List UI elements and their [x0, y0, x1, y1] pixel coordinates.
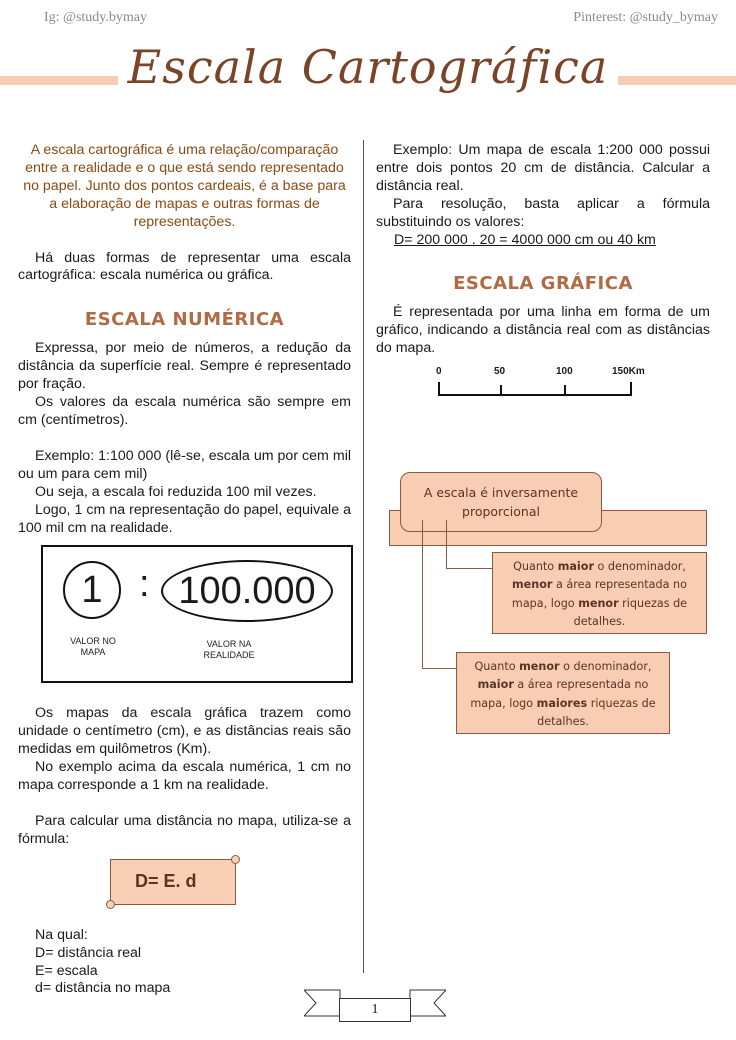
- numeric-scale-figure: [41, 545, 353, 683]
- section-heading-numerica: ESCALA NUMÉRICA: [84, 309, 285, 331]
- paragraph-numerica-cm: Os valores da escala numérica são sempre em cm (centímetros).: [18, 394, 351, 428]
- scale-label-100: 100: [556, 366, 573, 378]
- scale-line: [438, 394, 632, 396]
- paragraph-example-200000: Exemplo: Um mapa de escala 1:200 000 possui entre dois pontos 20 cm de distância. Calcular a distância real.: [376, 142, 710, 194]
- paragraph-formula-intro: Para calcular uma distância no mapa, utiliza-se a fórmula:: [18, 812, 351, 847]
- paragraph-grafica-def: É representada por uma linha em forma de um gráfico, indicando a distância real com as distâncias do mapa.: [376, 304, 710, 357]
- scale-tick: [438, 382, 440, 396]
- connector-line: [446, 568, 492, 569]
- callout-inverse: A escala é inversamente proporcional: [400, 472, 602, 532]
- paragraph-reduced: Ou seja, a escala foi reduzida 100 mil vezes.: [35, 483, 317, 500]
- label-map-value: VALOR NO MAPA: [70, 636, 116, 658]
- info-box-smaller-denominator: Quanto menor o denominador, maior a área representada no mapa, logo maiores riquezas de detalhes.: [456, 652, 670, 734]
- paragraph-numerica-def: Expressa, por meio de números, a redução da distância da superfície real. Sempre é representado por fração.: [18, 340, 351, 393]
- paragraph-equivalence: Logo, 1 cm na representação do papel, equivale a 100 mil cm na realidade.: [18, 501, 351, 536]
- right-column: [376, 142, 710, 406]
- connector-line: [446, 520, 447, 568]
- legend-title: Na qual:: [35, 926, 88, 943]
- scale-tick: [564, 385, 566, 395]
- legend-item-e: E= escala: [35, 962, 98, 979]
- real-value-ellipse: 100.000: [161, 560, 333, 622]
- page-title: Escala Cartográfica: [0, 40, 736, 94]
- map-value-circle: 1: [63, 561, 121, 619]
- scale-tick: [500, 385, 502, 395]
- scale-colon: :: [139, 563, 150, 606]
- paragraph-resolution: Para resolução, basta aplicar a fórmula substituindo os valores:: [376, 195, 710, 230]
- label-real-value: VALOR NA REALIDADE: [203, 639, 255, 661]
- paragraph-example-km: No exemplo acima da escala numérica, 1 cm no mapa corresponde a 1 km na realidade.: [18, 759, 351, 794]
- info-box-larger-denominator: Quanto maior o denominador, menor a área representada no mapa, logo menor riquezas de detalhes.: [492, 552, 707, 634]
- paragraph-units: Os mapas da escala gráfica trazem como unidade o centímetro (cm), e as distâncias reais são medidas em quilômetros (Km).: [18, 705, 351, 758]
- connector-line: [422, 520, 423, 668]
- scale-tick: [630, 382, 632, 396]
- section-heading-grafica: ESCALA GRÁFICA: [453, 273, 633, 295]
- scale-label-50: 50: [494, 366, 506, 378]
- paragraph-forms: Há duas formas de representar uma escala cartográfica: escala numérica ou gráfica.: [18, 249, 351, 284]
- left-column: [18, 142, 351, 998]
- instagram-handle: Ig: @study.bymay: [44, 10, 147, 25]
- legend-item-d-map: d= distância no mapa: [35, 980, 171, 997]
- connector-line: [422, 668, 456, 669]
- formula-result: D= 200 000 . 20 = 4000 000 cm ou 40 km: [394, 231, 656, 248]
- scale-label-0: 0: [436, 366, 442, 378]
- legend-item-d-real: D= distância real: [35, 944, 142, 961]
- intro-paragraph: A escala cartográfica é uma relação/comparação entre a realidade e o que está sendo representado no papel. Junto dos pontos cardeais, é a base para a elaboração de mapas e outras formas de representações.: [23, 142, 346, 230]
- page-number: 1: [339, 998, 411, 1022]
- pinterest-handle: Pinterest: @study_bymay: [573, 10, 718, 25]
- scale-label-150km: 150Km: [612, 366, 645, 378]
- column-divider: [363, 140, 364, 973]
- graphic-scale: [436, 366, 645, 406]
- paragraph-example: Exemplo: 1:100 000 (lê-se, escala um por cem mil ou um para cem mil): [18, 447, 351, 482]
- formula-scroll: D= E. d: [110, 859, 236, 905]
